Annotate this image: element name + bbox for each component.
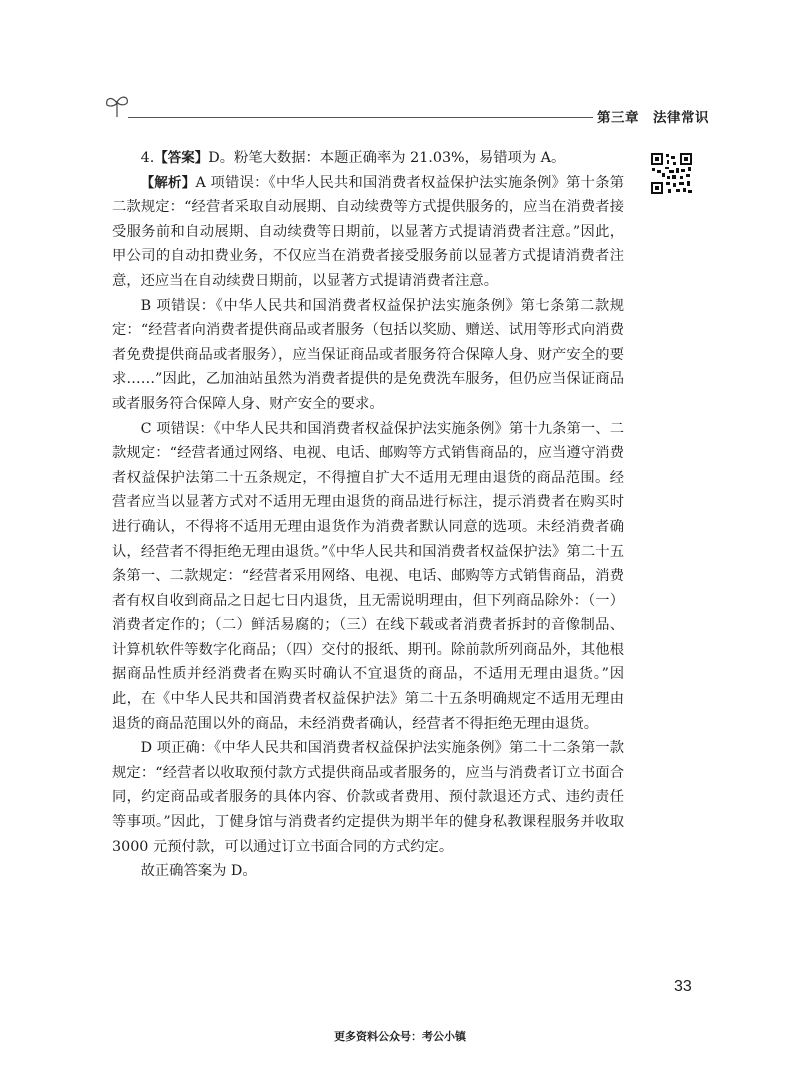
header-rule (128, 117, 593, 118)
answer-explanation (112, 146, 624, 884)
answer-line (112, 146, 624, 171)
answer-label: 【答案】 (154, 150, 209, 166)
qr-code-icon (650, 152, 693, 195)
footer-watermark: 更多资料公众号：考公小镇 (334, 1030, 466, 1043)
question-number: 4. (140, 150, 155, 166)
analysis-paragraph-b: B 项错误：《中华人民共和国消费者权益保护法实施条例》第七条第二款规定：“经营者向消费者提供商品或者服务（包括以奖励、赠送、试用等形式向消费者免费提供商品或者服务），应当保证商品或者服务符合保障人身、财产安全的要求……”因此，乙加油站虽然为消费者提供的是免费洗车服务，但仍应当保证商品或者服务符合保障人身、财产安全的要求。 (112, 297, 624, 412)
sprout-icon (103, 93, 131, 119)
answer-text: D。粉笔大数据：本题正确率为 21.03%，易错项为 A。 (208, 150, 566, 166)
analysis-paragraph-c: C 项错误：《中华人民共和国消费者权益保护法实施条例》第十九条第一、二款规定：“经营者通过网络、电视、电话、邮购等方式销售商品的，应当遵守消费者权益保护法第二十五条规定，不得擅自扩大不适用无理由退货的商品范围。经营者应当以显著方式对不适用无理由退货的商品进行标注，提示消费者在购买时进行确认，不得将不适用无理由退货作为消费者默认同意的选项。未经消费者确认，经营者不得拒绝无理由退货。”《中华人民共和国消费者权益保护法》第二十五条第一、二款规定：“经营者采用网络、电视、电话、邮购等方式销售商品，消费者有权自收到商品之日起七日内退货，且无需说明理由，但下列商品除外：（一）消费者定作的；（二）鲜活易腐的；（三）在线下载或者消费者拆封的音像制品、计算机软件等数字化商品；（四）交付的报纸、期刊。除前款所列商品外，其他根据商品性质并经消费者在购买时确认不宜退货的商品，不适用无理由退货。”因此，在《中华人民共和国消费者权益保护法》第二十五条明确规定不适用无理由退货的商品范围以外的商品，未经消费者确认，经营者不得拒绝无理由退货。 (112, 420, 624, 732)
page-number: 33 (674, 978, 692, 995)
analysis-paragraph-a: 【解析】A 项错误：《中华人民共和国消费者权益保护法实施条例》第十条第二款规定：“经营者采取自动展期、自动续费等方式提供服务的，应当在消费者接受服务前和自动展期、自动续费等日期前，以显著方式提请消费者注意。”因此，甲公司的自动扣费业务，不仅应当在消费者接受服务前以显著方式提请消费者注意，还应当在自动续费日期前，以显著方式提请消费者注意。 (112, 174, 624, 289)
analysis-paragraph-d: D 项正确：《中华人民共和国消费者权益保护法实施条例》第二十二条第一款规定：“经营者以收取预付款方式提供商品或者服务的，应当与消费者订立书面合同，约定商品或者服务的具体内容、价款或者费用、预付款退还方式、违约责任等事项。”因此，丁健身馆与消费者约定提供为期半年的健身私教课程服务并收取 3000 元预付款，可以通过订立书面合同的方式约定。 (112, 740, 624, 855)
analysis-label: 【解析】 (140, 174, 196, 191)
chapter-title: 第三章 法律常识 (597, 110, 709, 126)
analysis-conclusion: 故正确答案为 D。 (140, 863, 257, 880)
